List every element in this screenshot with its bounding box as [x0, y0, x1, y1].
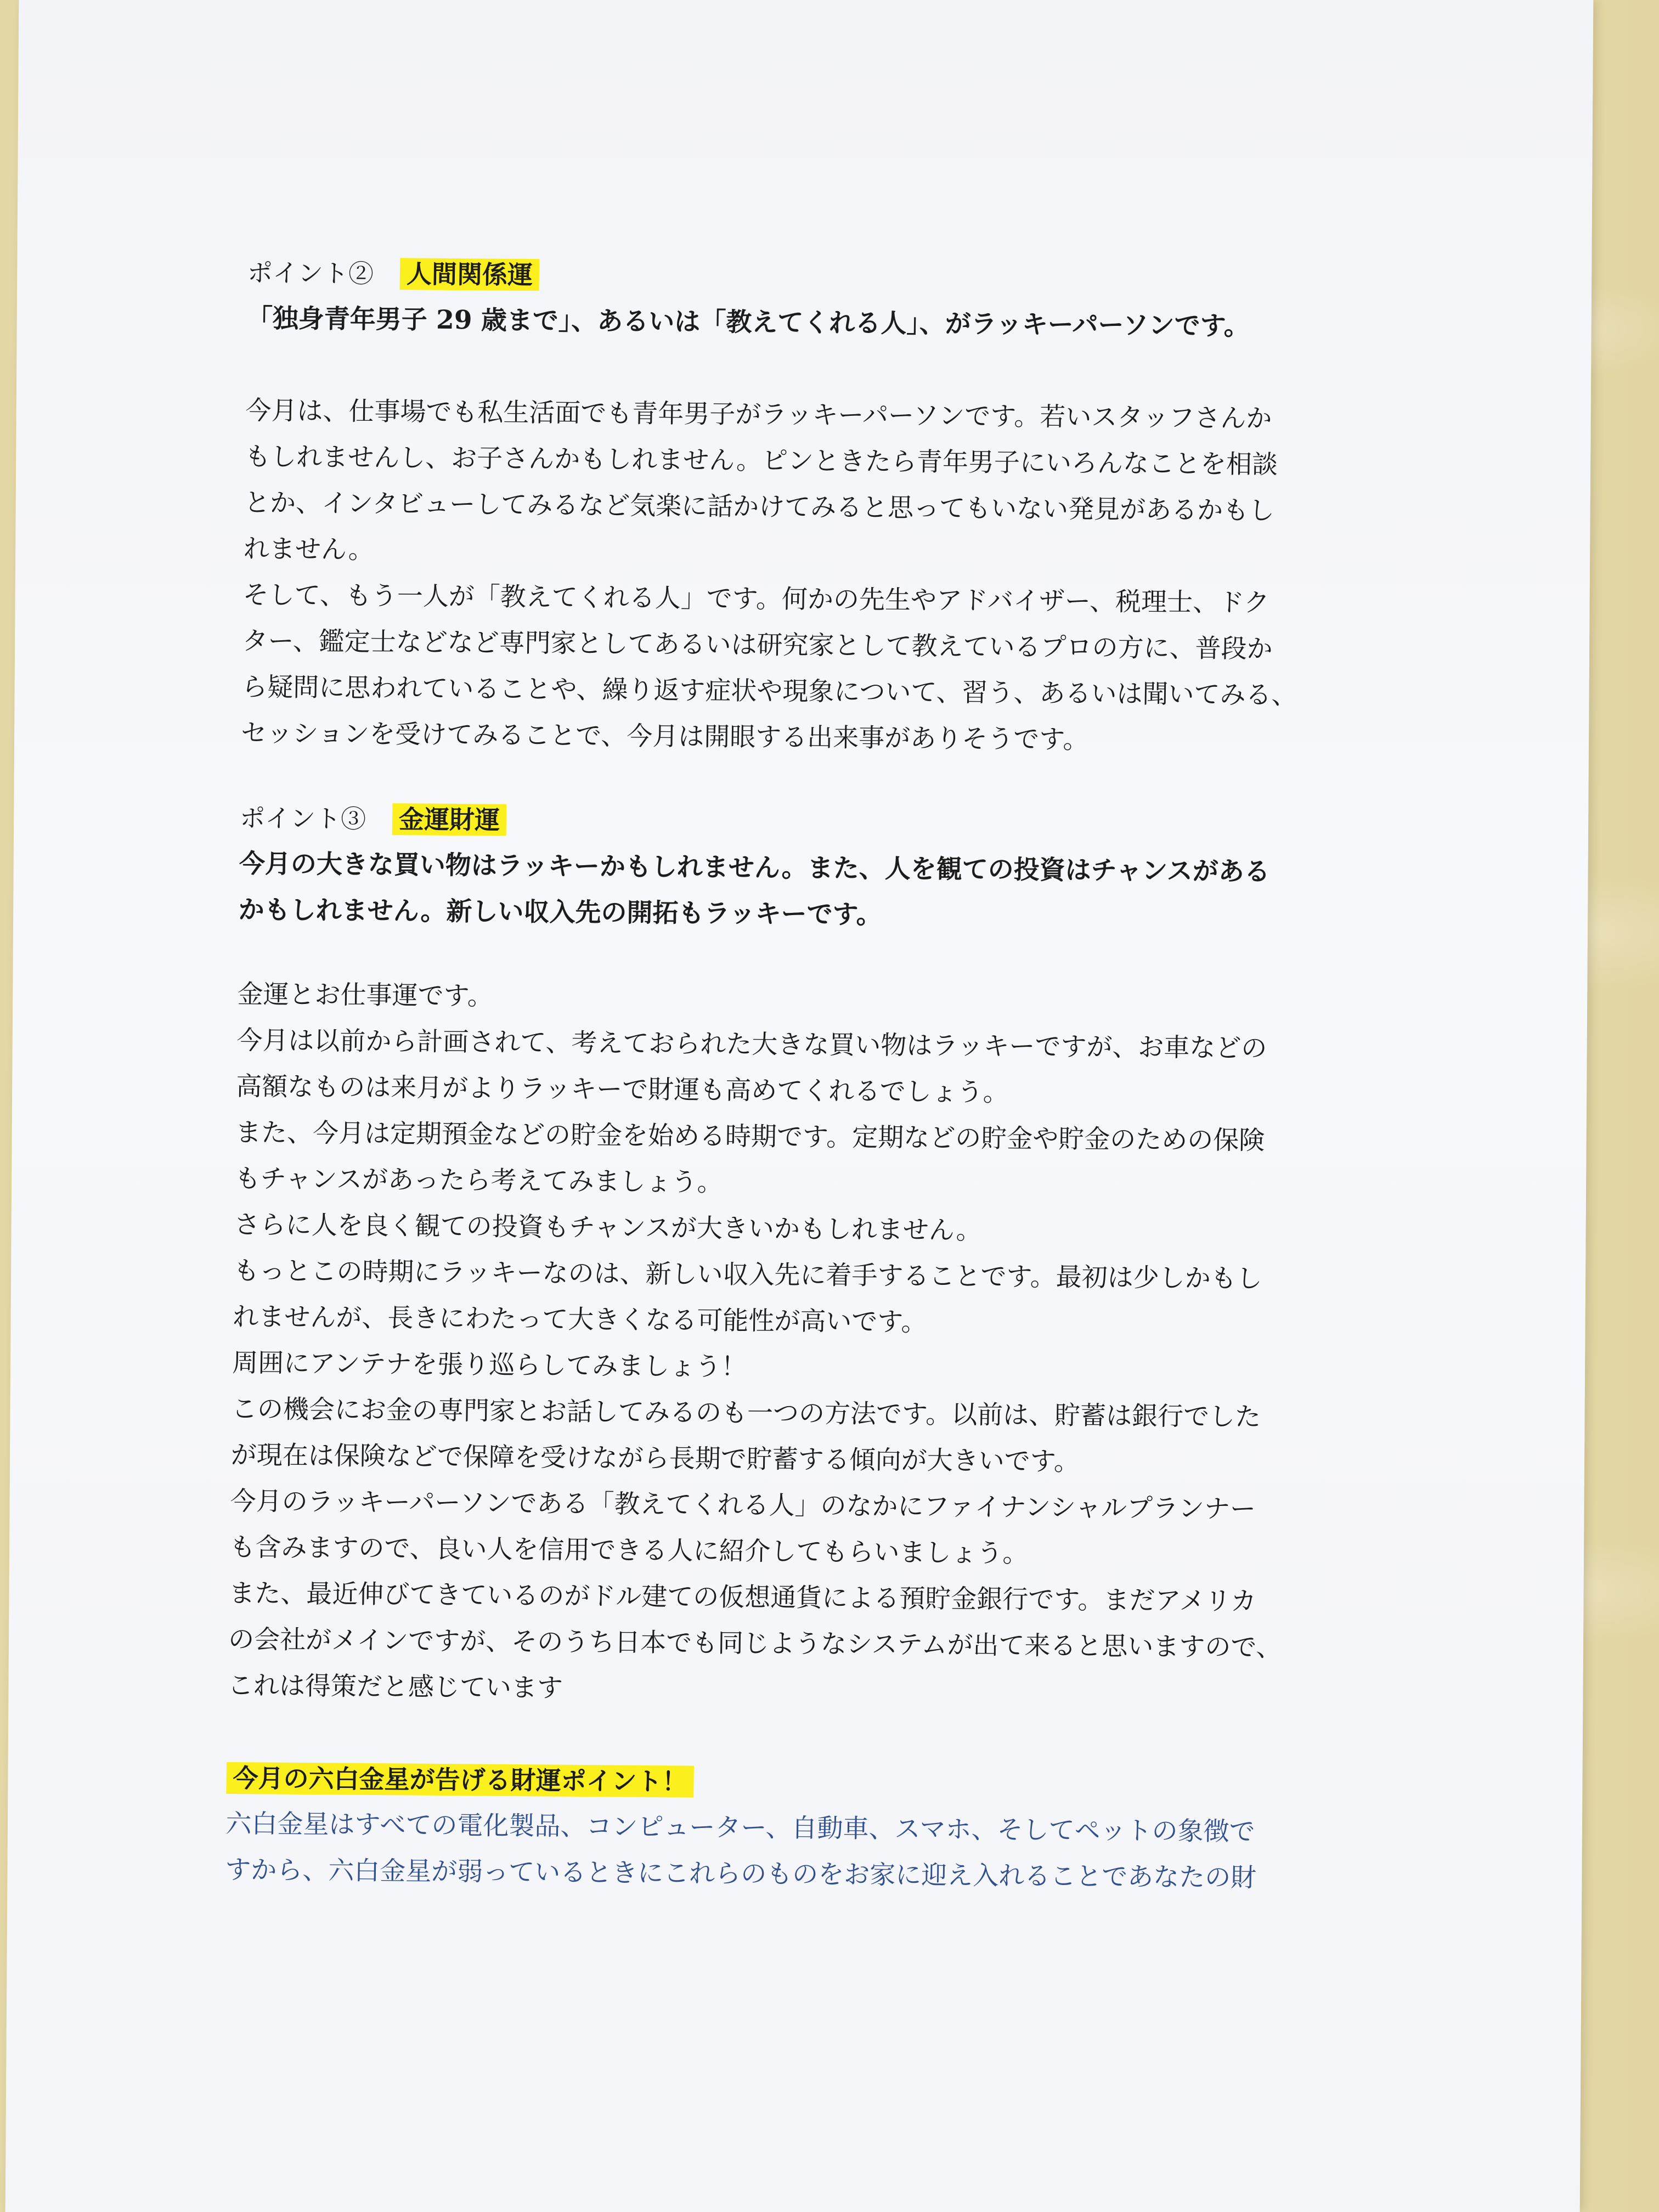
- section2-line: ら疑問に思われていることや、繰り返す症状や現象について、習う、あるいは聞いてみる、: [241, 672, 1297, 711]
- section2-line: ター、鑑定士などなど専門家としてあるいは研究家として教えているプロの方に、普段か: [242, 625, 1273, 664]
- section3-line: 金運とお仕事運です。: [237, 979, 494, 1012]
- section3-line: この機会にお金の専門家とお話してみるのも一つの方法です。以前は、貯蓄は銀行でした: [231, 1393, 1261, 1432]
- section3-line: の会社がメインですが、そのうち日本でも同じようなシステムが出て来ると思いますので、: [228, 1624, 1282, 1663]
- section3-line: もっとこの時期にラッキーなのは、新しい収入先に着手することです。最初は少しかもし: [233, 1255, 1263, 1294]
- section2-line: セッションを受けてみることで、今月は開眼する出来事がありそうです。: [240, 718, 1089, 755]
- section3-line: 今月のラッキーパーソンである「教えてくれる人」のなかにファイナンシャルプランナー: [230, 1486, 1256, 1525]
- footer-line: すから、六白金星が弱っているときにこれらのものをお家に迎え入れることであなたの財: [224, 1854, 1257, 1893]
- paper-sheet: [5, 0, 1594, 2212]
- section3-label: ポイント③: [239, 803, 366, 834]
- footer-title: 今月の六白金星が告げる財運ポイント！: [226, 1762, 694, 1798]
- section3-lead: かもしれません。新しい収入先の開拓もラッキーです。: [238, 894, 883, 930]
- section2-title: 人間関係運: [400, 258, 540, 291]
- section3-line: が現在は保険などで保障を受けながら長期で貯蓄する傾向が大きいです。: [230, 1440, 1080, 1477]
- section2-line: 今月は、仕事場でも私生活面でも青年男子がラッキーパーソンです。若いスタッフさんか: [245, 395, 1272, 434]
- section3-line: また、最近伸びてきているのがドル建ての仮想通貨による預貯金銀行です。まだアメリカ: [228, 1578, 1257, 1617]
- section3-line: 今月は以前から計画されて、考えておられた大きな買い物はラッキーですが、お車などの: [236, 1025, 1267, 1064]
- section3-line: れませんが、長きにわたって大きくなる可能性が高いです。: [232, 1301, 927, 1338]
- section2-label: ポイント②: [247, 257, 374, 289]
- section3-line: 高額なものは来月がよりラッキーで財運も高めてくれるでしょう。: [235, 1071, 1009, 1108]
- section2-line: そして、もう一人が「教えてくれる人」です。何かの先生やアドバイザー、税理士、ドク: [242, 579, 1270, 618]
- section2-line: れません。: [243, 533, 375, 565]
- section2-line: もしれませんし、お子さんかもしれません。ピンときたら青年男子にいろんなことを相談: [244, 441, 1278, 480]
- section2-line: とか、インタビューしてみるなど気楽に話かけてみると思ってもいない発見があるかもし: [244, 487, 1275, 526]
- section3-line: も含みますので、良い人を信用できる人に紹介してもらいましょう。: [229, 1532, 1029, 1569]
- document-body: [225, 250, 1444, 1903]
- section3-line: さらに人を良く観ての投資もチャンスが大きいかもしれません。: [234, 1209, 982, 1246]
- section3-line: 周囲にアンテナを張り巡らしてみましょう！: [232, 1347, 747, 1383]
- section3-title: 金運財運: [392, 803, 507, 836]
- section3-line: これは得策だと感じています: [227, 1670, 563, 1703]
- section2-lead: 「独身青年男子 29 歳まで」、あるいは「教えてくれる人」、がラッキーパーソンです。: [246, 303, 1250, 342]
- section3-line: また、今月は定期預金などの貯金を始める時期です。定期などの貯金や貯金のための保険: [235, 1117, 1265, 1156]
- section3-line: もチャンスがあったら考えてみましょう。: [234, 1163, 723, 1198]
- footer-line: 六白金星はすべての電化製品、コンピューター、自動車、スマホ、そしてペットの象徴で: [225, 1808, 1255, 1847]
- section3-lead: 今月の大きな買い物はラッキーかもしれません。また、人を観ての投資はチャンスがある: [239, 848, 1271, 887]
